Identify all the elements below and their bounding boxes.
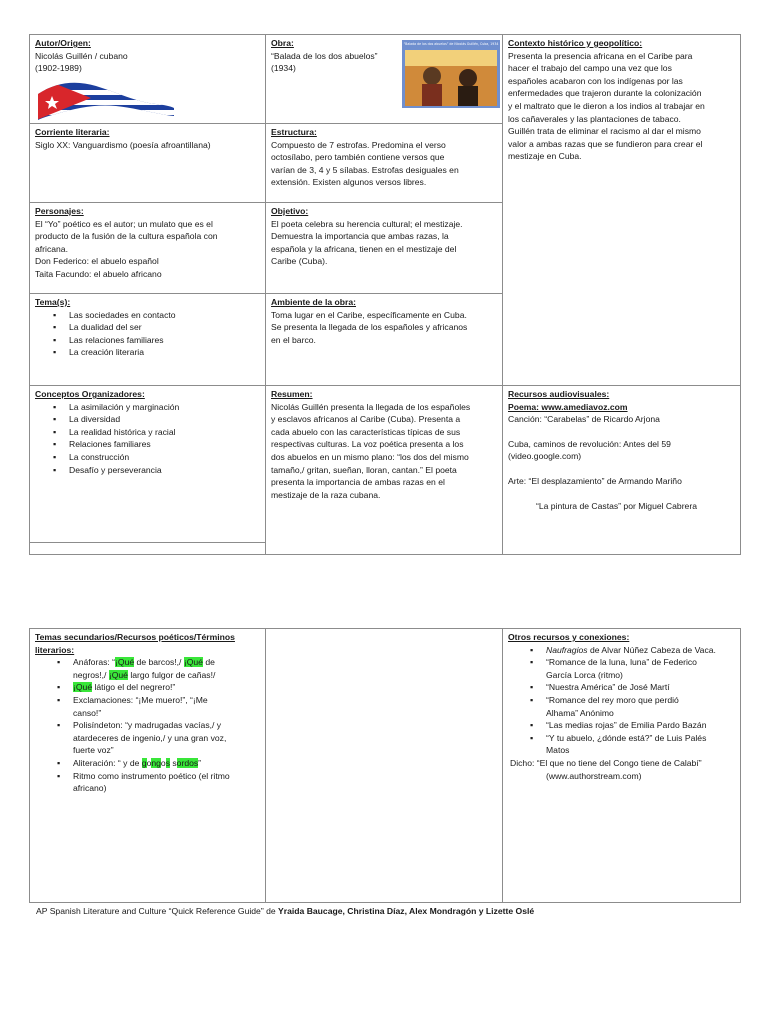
list-item: ▪ Desafío y perseverancia	[69, 464, 260, 477]
contexto-line: Presenta la presencia africana en el Caribe para	[508, 50, 693, 61]
objetivo-line: española y la africana, tienen en el mestizaje del	[271, 243, 457, 254]
list-item	[546, 681, 735, 694]
temas-sec-heading: Temas secundarios/Recursos poéticos/Términos	[35, 632, 235, 642]
text: ▪ “Romance de la luna, luna” de Federico	[546, 657, 697, 668]
autor-name: Nicolás Guillén / cubano	[35, 50, 128, 61]
contexto-heading: Contexto histórico y geopolítico:	[508, 38, 643, 48]
cell-resumen	[266, 386, 503, 555]
cuba-flag-icon	[36, 76, 176, 120]
list-item: ▪ La realidad histórica y racial	[69, 426, 260, 439]
list-item: ▪ Relaciones familiares	[69, 438, 260, 451]
text: ▪ “Romance del rey moro que perdió	[546, 694, 679, 705]
personajes-line: Taita Facundo: el abuelo africano	[35, 268, 162, 279]
anaforas-label: Anáforas: “	[73, 657, 116, 668]
cell-recursos	[503, 386, 741, 555]
text: atardeceres de ingenio,/ y una gran voz,	[73, 732, 227, 743]
cell-ambiente	[266, 294, 503, 386]
highlight: s	[165, 757, 170, 768]
contexto-line: valor a ambas razas que se fundieron para crear el	[508, 138, 703, 149]
text: “Las medias rojas” de Emilia Pardo Bazán	[546, 720, 707, 731]
list-item	[546, 644, 735, 657]
list-item	[546, 732, 735, 757]
corriente-heading: Corriente literaria:	[35, 127, 110, 137]
resumen-line: Nicolás Guillén presenta la llegada de los españoles	[271, 401, 471, 412]
text: ▪ Polisíndeton: “y madrugadas vacías,/ y	[73, 720, 222, 731]
footer-prefix: AP Spanish Literature and Culture “Quick Reference Guide” de	[36, 906, 279, 916]
recursos-heading: Recursos audiovisuales:	[508, 389, 610, 399]
cell-objetivo	[266, 203, 503, 294]
estructura-heading: Estructura:	[271, 127, 317, 137]
list-item: ▪ La dualidad del ser	[69, 321, 260, 334]
resumen-heading: Resumen:	[271, 389, 313, 399]
text: de Alvar Núñez Cabeza de Vaca.	[587, 644, 716, 655]
contexto-line: españoles acabaron con los indígenas por las	[508, 75, 683, 86]
recursos-poeticos-list	[35, 656, 260, 795]
objetivo-heading: Objetivo:	[271, 206, 309, 216]
highlight: ¡Qué	[115, 657, 135, 668]
text: látigo el del negrero!”	[92, 682, 176, 693]
arte-text: Arte: “El desplazamiento” de Armando Mariño	[508, 475, 682, 486]
text: africano)	[73, 783, 107, 794]
resumen-line: presenta la importancia de ambas razas en el	[271, 477, 445, 488]
contexto-line: y el maltrato que le dieron a los indios al trabajar en	[508, 100, 705, 111]
pintura-text: “La pintura de Castas” por Miguel Cabrera	[536, 500, 697, 511]
cell-temas	[30, 294, 266, 386]
list-item	[546, 719, 735, 732]
list-item: ▪ La asimilación y marginación	[69, 401, 260, 414]
resumen-line: cada abuelo con las características típicas de sus	[271, 426, 461, 437]
highlight: ¡Qué	[183, 657, 203, 668]
estructura-line: octosílabo, pero también contiene versos que	[271, 152, 445, 163]
list-item	[546, 694, 735, 719]
text: Matos	[546, 745, 570, 756]
cell-temas-secundarios	[30, 629, 266, 903]
list-item	[546, 656, 735, 681]
footer-credits	[36, 905, 756, 918]
cell-conceptos	[30, 386, 266, 543]
temas-heading: Tema(s):	[35, 297, 71, 307]
reference-table-bottom	[29, 628, 741, 903]
cell-corriente	[30, 124, 266, 203]
list-item: ▪ La creación literaria	[69, 346, 260, 359]
conceptos-heading: Conceptos Organizadores:	[35, 389, 145, 399]
text: ▪ Ritmo como instrumento poético (el ritmo	[73, 770, 230, 781]
cell-estructura	[266, 124, 503, 203]
text: s	[169, 757, 177, 768]
highlight: ¡Qué	[108, 669, 128, 680]
anaforas-item-2	[73, 681, 260, 694]
cell-contexto	[503, 35, 741, 386]
autor-dates: (1902-1989)	[35, 63, 82, 74]
corriente-text: Siglo XX: Vanguardismo (poesía afroantillana)	[35, 139, 211, 150]
text: Alhama” Anónimo	[546, 707, 614, 718]
aliteracion-item	[73, 757, 260, 770]
obra-title: “Balada de los dos abuelos”	[271, 50, 378, 61]
highlight: s	[193, 757, 199, 768]
contexto-line: Guillén trata de eliminar el racismo al dar el mismo	[508, 126, 701, 137]
resumen-line: respectivas culturas. La voz poética presenta a los	[271, 439, 464, 450]
highlight: ordo	[176, 757, 194, 768]
cancion-text: Canción: “Carabelas” de Ricardo Arjona	[508, 414, 660, 425]
text: García Lorca (ritmo)	[546, 669, 623, 680]
ambiente-line: en el barco.	[271, 334, 316, 345]
temas-list	[35, 309, 260, 359]
list-item: ▪ La diversidad	[69, 413, 260, 426]
objetivo-line: Demuestra la importancia que ambas razas, la	[271, 231, 449, 242]
cuba-source: (video.google.com)	[508, 451, 582, 462]
objetivo-line: El poeta celebra su herencia cultural; el mestizaje.	[271, 218, 463, 229]
cell-otros	[503, 629, 741, 903]
text: Naufragios	[546, 644, 588, 655]
estructura-line: extensión. Existen algunos versos libres.	[271, 177, 427, 188]
text: o	[146, 757, 152, 768]
estructura-line: Compuesto de 7 estrofas. Predomina el verso	[271, 139, 446, 150]
text: ”	[198, 757, 202, 768]
personajes-line: Don Federico: el abuelo español	[35, 256, 159, 267]
ritmo-item	[73, 770, 260, 795]
contexto-line: los cañaverales y las plantaciones de tabaco.	[508, 113, 681, 124]
cuba-text: Cuba, caminos de revolución: Antes del 59	[508, 438, 671, 449]
otros-list	[508, 644, 735, 757]
text: Aliteración: “ y de	[73, 757, 142, 768]
cell-personajes	[30, 203, 266, 294]
conceptos-list	[35, 401, 260, 477]
personajes-heading: Personajes:	[35, 206, 84, 216]
text: de barcos!,/	[134, 657, 184, 668]
contexto-line: enfermedades que trajeron durante la colonización	[508, 88, 702, 99]
highlight: ng	[151, 757, 161, 768]
estructura-line: varían de 3, 4 y 5 sílabas. Estrofas desiguales en	[271, 164, 459, 175]
obra-year: (1934)	[271, 63, 296, 74]
text: largo fulgor de cañas!/	[127, 669, 216, 680]
list-item: ▪ La construcción	[69, 451, 260, 464]
personajes-line: africana.	[35, 243, 68, 254]
autor-heading: Autor/Origen:	[35, 38, 91, 48]
personajes-line: El “Yo” poético es el autor; un mulato que es el	[35, 218, 213, 229]
resumen-line: tamaño,/ gritan, sueñan, lloran, cantan.” El poeta	[271, 464, 457, 475]
text: “Nuestra América” de José Martí	[546, 682, 670, 693]
ambiente-line: Toma lugar en el Caribe, específicamente en Cuba.	[271, 309, 467, 320]
highlight: ¡Qué	[73, 682, 93, 693]
text: de	[202, 657, 215, 668]
ambiente-heading: Ambiente de la obra:	[271, 297, 356, 307]
polisindeton-item	[73, 719, 260, 757]
book-cover-image	[402, 40, 500, 108]
dicho-text: Dicho: “El que no tiene del Congo tiene de Calabí”	[510, 757, 702, 768]
text: o	[160, 757, 166, 768]
exclamaciones-item	[73, 694, 260, 719]
list-item: ▪ Las relaciones familiares	[69, 334, 260, 347]
personajes-line: producto de la fusión de la cultura española con	[35, 231, 218, 242]
ambiente-line: Se presenta la llegada de los españoles y africanos	[271, 322, 468, 333]
otros-heading: Otros recursos y conexiones:	[508, 632, 630, 642]
cell-empty-middle	[266, 629, 503, 903]
resumen-line: y esclavos africanos al Caribe (Cuba). Presenta a	[271, 414, 461, 425]
anaforas-line-2	[73, 669, 260, 682]
dicho-source: (www.authorstream.com)	[546, 770, 642, 781]
anaforas-item	[73, 656, 260, 681]
contexto-line: hacer el trabajo del campo una vez que los	[508, 63, 672, 74]
cover-title: “Balada de los dos abuelos” de Nicolás Guillén, Cuba, 1934	[403, 42, 499, 46]
poema-link[interactable]: Poema: www.amediavoz.com	[508, 401, 628, 412]
text: fuerte voz”	[73, 745, 114, 756]
contexto-line: mestizaje en Cuba.	[508, 151, 582, 162]
text: negros!,/	[73, 669, 109, 680]
text: canso!”	[73, 707, 102, 718]
highlight: g	[141, 757, 147, 768]
temas-sec-heading-2: literarios:	[35, 644, 75, 655]
footer-authors: Yraida Baucage, Christina Díaz, Alex Mondragón y Lizette Oslé	[278, 906, 535, 916]
list-item: ▪ Las sociedades en contacto	[69, 309, 260, 322]
cell-empty	[30, 543, 266, 555]
resumen-line: mestizaje de la raza cubana.	[271, 489, 381, 500]
objetivo-line: Caribe (Cuba).	[271, 256, 328, 267]
resumen-line: dos abuelos en un mismo plano: “los dos del mismo	[271, 451, 469, 462]
obra-heading: Obra:	[271, 38, 294, 48]
text: ▪ “Y tu abuelo, ¿dónde está?” de Luis Palés	[546, 732, 707, 743]
text: ▪ Exclamaciones: “¡Me muero!”, “¡Me	[73, 694, 208, 705]
